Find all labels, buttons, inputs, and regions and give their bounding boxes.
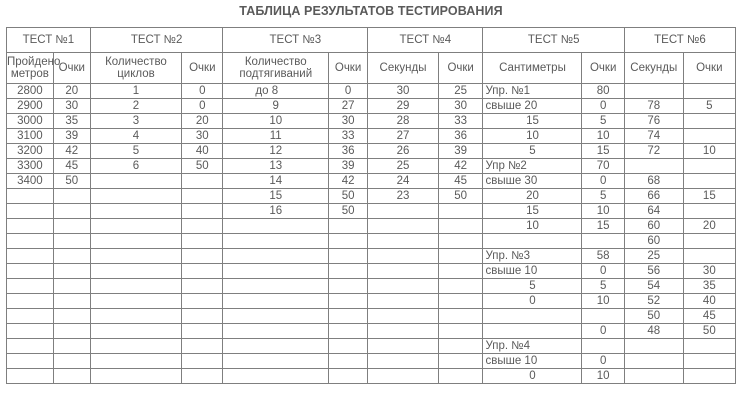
test-4-header: ТЕСТ №4 xyxy=(368,28,483,53)
table-cell xyxy=(182,219,223,234)
table-cell xyxy=(223,354,329,369)
table-cell xyxy=(90,339,181,354)
table-cell xyxy=(223,249,329,264)
table-cell: 3100 xyxy=(7,129,54,144)
table-row xyxy=(7,369,736,384)
table-cell xyxy=(90,174,181,189)
table-cell: свыше 10 xyxy=(483,354,582,369)
table-cell xyxy=(223,294,329,309)
table-cell xyxy=(624,354,683,369)
table-cell xyxy=(182,204,223,219)
table-cell xyxy=(90,309,181,324)
table-cell xyxy=(438,324,483,339)
table-cell: 50 xyxy=(438,189,483,204)
table-cell xyxy=(368,339,439,354)
table-cell xyxy=(90,279,181,294)
table-cell: 39 xyxy=(53,129,90,144)
table-cell: 5 xyxy=(582,114,624,129)
table-cell: 13 xyxy=(223,159,329,174)
table-cell xyxy=(368,279,439,294)
table-cell xyxy=(90,369,181,384)
table-cell: 64 xyxy=(624,204,683,219)
table-cell: 25 xyxy=(438,84,483,99)
test-3-header: ТЕСТ №3 xyxy=(223,28,368,53)
table-cell xyxy=(624,369,683,384)
table-cell: 30 xyxy=(438,99,483,114)
table-cell xyxy=(329,264,368,279)
table-cell: 0 xyxy=(582,324,624,339)
table-cell xyxy=(329,219,368,234)
table-cell xyxy=(90,294,181,309)
test-5-header: ТЕСТ №5 xyxy=(483,28,624,53)
table-row xyxy=(7,309,736,324)
table-cell: 33 xyxy=(329,129,368,144)
table-cell: 68 xyxy=(624,174,683,189)
table-cell: 70 xyxy=(582,159,624,174)
table-cell: 0 xyxy=(483,294,582,309)
table-cell xyxy=(438,219,483,234)
table-cell: 40 xyxy=(182,144,223,159)
table-cell: Упр. №3 xyxy=(483,249,582,264)
table-cell xyxy=(90,204,181,219)
table-cell: 12 xyxy=(223,144,329,159)
table-cell: Упр. №4 xyxy=(483,339,582,354)
table-cell xyxy=(53,324,90,339)
table-cell: 15 xyxy=(483,204,582,219)
table-cell xyxy=(368,249,439,264)
table-cell xyxy=(329,309,368,324)
table-cell xyxy=(223,369,329,384)
table-cell: 5 xyxy=(582,189,624,204)
table-cell: 10 xyxy=(483,219,582,234)
table-cell: 30 xyxy=(368,84,439,99)
table-cell xyxy=(90,219,181,234)
table-cell xyxy=(53,309,90,324)
table-cell: 5 xyxy=(582,279,624,294)
table-cell: 27 xyxy=(368,129,439,144)
column-header: Пройдено метров xyxy=(7,53,54,84)
table-cell: 0 xyxy=(329,84,368,99)
table-cell xyxy=(438,204,483,219)
table-cell: 36 xyxy=(329,144,368,159)
table-row xyxy=(7,189,736,204)
table-cell xyxy=(53,219,90,234)
table-row xyxy=(7,219,736,234)
table-cell: 50 xyxy=(182,159,223,174)
column-header: Очки xyxy=(438,53,483,84)
column-header: Секунды xyxy=(624,53,683,84)
table-cell xyxy=(483,324,582,339)
column-header-row xyxy=(7,53,736,84)
table-row xyxy=(7,114,736,129)
table-cell: 39 xyxy=(329,159,368,174)
table-cell: 48 xyxy=(624,324,683,339)
table-cell: 45 xyxy=(53,159,90,174)
table-cell: 50 xyxy=(624,309,683,324)
table-cell: 23 xyxy=(368,189,439,204)
table-cell xyxy=(683,159,735,174)
table-cell xyxy=(7,294,54,309)
table-cell: 30 xyxy=(182,129,223,144)
table-cell: 3000 xyxy=(7,114,54,129)
table-cell: 20 xyxy=(182,114,223,129)
table-cell xyxy=(329,339,368,354)
table-cell xyxy=(7,309,54,324)
table-cell: 45 xyxy=(438,174,483,189)
table-cell: свыше 30 xyxy=(483,174,582,189)
table-cell xyxy=(53,279,90,294)
table-cell xyxy=(182,309,223,324)
table-row xyxy=(7,354,736,369)
table-cell xyxy=(329,279,368,294)
table-cell: 28 xyxy=(368,114,439,129)
table-cell: 50 xyxy=(329,189,368,204)
table-cell: 76 xyxy=(624,114,683,129)
table-cell xyxy=(53,204,90,219)
column-header: Очки xyxy=(582,53,624,84)
table-cell xyxy=(329,249,368,264)
table-cell: 11 xyxy=(223,129,329,144)
table-row xyxy=(7,84,736,99)
table-cell xyxy=(182,264,223,279)
table-cell xyxy=(223,264,329,279)
table-cell: 5 xyxy=(90,144,181,159)
table-cell xyxy=(329,324,368,339)
table-cell: 33 xyxy=(438,114,483,129)
table-row xyxy=(7,159,736,174)
table-cell xyxy=(182,249,223,264)
table-cell xyxy=(90,234,181,249)
table-cell: 10 xyxy=(683,144,735,159)
table-cell: 15 xyxy=(582,219,624,234)
table-cell: 0 xyxy=(582,174,624,189)
table-cell: 15 xyxy=(582,144,624,159)
table-cell xyxy=(683,174,735,189)
table-cell xyxy=(624,84,683,99)
table-row xyxy=(7,279,736,294)
table-cell xyxy=(7,279,54,294)
table-cell xyxy=(53,264,90,279)
table-cell: 0 xyxy=(582,264,624,279)
results-table-body xyxy=(7,28,736,384)
table-row xyxy=(7,129,736,144)
table-cell xyxy=(7,369,54,384)
table-cell: 40 xyxy=(683,294,735,309)
table-cell: 78 xyxy=(624,99,683,114)
table-cell xyxy=(368,324,439,339)
table-cell: 5 xyxy=(683,99,735,114)
table-cell xyxy=(438,234,483,249)
table-cell xyxy=(182,339,223,354)
table-cell xyxy=(90,354,181,369)
table-cell: 2900 xyxy=(7,99,54,114)
table-row xyxy=(7,174,736,189)
column-header: Очки xyxy=(182,53,223,84)
table-cell xyxy=(438,339,483,354)
table-cell: 16 xyxy=(223,204,329,219)
table-cell: 60 xyxy=(624,234,683,249)
table-cell xyxy=(438,369,483,384)
table-cell: 1 xyxy=(90,84,181,99)
table-cell xyxy=(582,339,624,354)
table-cell: 26 xyxy=(368,144,439,159)
table-cell xyxy=(90,249,181,264)
table-cell xyxy=(223,279,329,294)
table-cell xyxy=(368,294,439,309)
table-cell xyxy=(90,324,181,339)
table-cell xyxy=(329,234,368,249)
table-cell: 35 xyxy=(53,114,90,129)
table-cell xyxy=(368,369,439,384)
table-cell xyxy=(182,324,223,339)
column-header: Очки xyxy=(329,53,368,84)
table-cell: 36 xyxy=(438,129,483,144)
table-cell: 42 xyxy=(329,174,368,189)
table-cell xyxy=(7,204,54,219)
test-2-header: ТЕСТ №2 xyxy=(90,28,223,53)
table-cell: 4 xyxy=(90,129,181,144)
table-row xyxy=(7,249,736,264)
table-cell: 25 xyxy=(368,159,439,174)
table-cell: 30 xyxy=(683,264,735,279)
table-cell: 15 xyxy=(483,114,582,129)
table-cell: 0 xyxy=(483,369,582,384)
table-cell xyxy=(223,234,329,249)
table-cell: 3400 xyxy=(7,174,54,189)
test-1-header: ТЕСТ №1 xyxy=(7,28,91,53)
table-cell xyxy=(7,249,54,264)
table-cell: 6 xyxy=(90,159,181,174)
table-cell xyxy=(53,189,90,204)
table-cell xyxy=(7,339,54,354)
table-cell: 10 xyxy=(582,369,624,384)
table-cell: 3300 xyxy=(7,159,54,174)
column-header: Секунды xyxy=(368,53,439,84)
table-cell xyxy=(53,249,90,264)
table-row xyxy=(7,234,736,249)
table-cell: 0 xyxy=(182,99,223,114)
table-cell xyxy=(7,264,54,279)
table-cell: 3200 xyxy=(7,144,54,159)
table-cell xyxy=(683,369,735,384)
results-table-container xyxy=(6,27,736,384)
table-cell xyxy=(683,114,735,129)
table-cell xyxy=(223,324,329,339)
table-cell: 24 xyxy=(368,174,439,189)
table-cell: 60 xyxy=(624,219,683,234)
table-cell xyxy=(368,309,439,324)
table-cell: 10 xyxy=(582,129,624,144)
table-cell: 14 xyxy=(223,174,329,189)
table-cell: 5 xyxy=(483,144,582,159)
table-cell xyxy=(683,354,735,369)
table-cell xyxy=(182,174,223,189)
table-cell xyxy=(683,234,735,249)
table-cell xyxy=(438,279,483,294)
table-cell xyxy=(582,234,624,249)
table-cell: 52 xyxy=(624,294,683,309)
table-cell xyxy=(53,234,90,249)
table-cell xyxy=(438,309,483,324)
table-cell: 10 xyxy=(582,294,624,309)
table-cell xyxy=(683,339,735,354)
table-cell xyxy=(182,189,223,204)
table-cell xyxy=(7,354,54,369)
column-header: Количество циклов xyxy=(90,53,181,84)
table-cell: 9 xyxy=(223,99,329,114)
table-cell xyxy=(182,234,223,249)
table-cell: 54 xyxy=(624,279,683,294)
table-cell: 30 xyxy=(53,99,90,114)
table-cell: 27 xyxy=(329,99,368,114)
table-cell xyxy=(223,339,329,354)
table-row xyxy=(7,324,736,339)
table-row xyxy=(7,339,736,354)
table-cell: 80 xyxy=(582,84,624,99)
column-header: Количество подтягиваний xyxy=(223,53,329,84)
table-cell xyxy=(223,219,329,234)
table-cell xyxy=(683,204,735,219)
table-cell: 0 xyxy=(182,84,223,99)
table-cell xyxy=(182,294,223,309)
table-cell: свыше 20 xyxy=(483,99,582,114)
table-cell xyxy=(182,369,223,384)
table-cell xyxy=(7,234,54,249)
table-cell xyxy=(683,129,735,144)
table-cell: до 8 xyxy=(223,84,329,99)
table-cell: 45 xyxy=(683,309,735,324)
table-row xyxy=(7,294,736,309)
table-cell xyxy=(7,189,54,204)
table-cell xyxy=(223,309,329,324)
table-cell: 42 xyxy=(438,159,483,174)
table-cell xyxy=(329,294,368,309)
table-cell xyxy=(329,369,368,384)
table-row xyxy=(7,264,736,279)
table-cell: 58 xyxy=(582,249,624,264)
table-cell: 66 xyxy=(624,189,683,204)
table-cell xyxy=(90,264,181,279)
table-cell: 10 xyxy=(223,114,329,129)
table-cell: 25 xyxy=(624,249,683,264)
table-cell xyxy=(582,309,624,324)
table-cell: 50 xyxy=(329,204,368,219)
page-title: ТАБЛИЦА РЕЗУЛЬТАТОВ ТЕСТИРОВАНИЯ xyxy=(239,4,503,18)
table-cell xyxy=(438,294,483,309)
table-cell: 20 xyxy=(53,84,90,99)
table-cell: 29 xyxy=(368,99,439,114)
table-cell: 3 xyxy=(90,114,181,129)
table-cell: свыше 10 xyxy=(483,264,582,279)
table-cell: 35 xyxy=(683,279,735,294)
table-cell xyxy=(329,354,368,369)
table-cell xyxy=(683,249,735,264)
table-cell: Упр №2 xyxy=(483,159,582,174)
table-cell xyxy=(438,354,483,369)
column-header: Очки xyxy=(53,53,90,84)
table-cell: 74 xyxy=(624,129,683,144)
table-cell xyxy=(368,264,439,279)
table-cell xyxy=(483,234,582,249)
table-cell xyxy=(53,369,90,384)
table-cell xyxy=(438,249,483,264)
table-cell: 50 xyxy=(683,324,735,339)
table-cell xyxy=(182,279,223,294)
table-cell xyxy=(483,309,582,324)
table-cell: 5 xyxy=(483,279,582,294)
table-cell: 15 xyxy=(683,189,735,204)
table-cell xyxy=(7,324,54,339)
table-cell xyxy=(182,354,223,369)
test-header-row xyxy=(7,28,736,53)
table-cell: 50 xyxy=(53,174,90,189)
table-cell: 72 xyxy=(624,144,683,159)
table-cell: 0 xyxy=(582,99,624,114)
table-cell xyxy=(624,159,683,174)
table-cell xyxy=(368,234,439,249)
table-cell: 30 xyxy=(329,114,368,129)
test-6-header: ТЕСТ №6 xyxy=(624,28,735,53)
table-cell xyxy=(53,354,90,369)
table-cell: 42 xyxy=(53,144,90,159)
table-cell: 15 xyxy=(223,189,329,204)
table-cell: 10 xyxy=(582,204,624,219)
table-cell: 2 xyxy=(90,99,181,114)
table-cell: 56 xyxy=(624,264,683,279)
table-cell xyxy=(7,219,54,234)
table-cell: 2800 xyxy=(7,84,54,99)
table-cell: 20 xyxy=(683,219,735,234)
table-cell xyxy=(624,339,683,354)
table-cell xyxy=(53,339,90,354)
table-cell xyxy=(368,204,439,219)
table-cell: 39 xyxy=(438,144,483,159)
table-cell xyxy=(368,219,439,234)
table-cell xyxy=(53,294,90,309)
table-cell: 20 xyxy=(483,189,582,204)
table-cell xyxy=(683,84,735,99)
results-table xyxy=(6,27,736,384)
table-cell: Упр. №1 xyxy=(483,84,582,99)
column-header: Очки xyxy=(683,53,735,84)
table-row xyxy=(7,144,736,159)
table-cell: 0 xyxy=(582,354,624,369)
table-cell xyxy=(368,354,439,369)
table-cell: 10 xyxy=(483,129,582,144)
table-cell xyxy=(90,189,181,204)
table-row xyxy=(7,99,736,114)
table-cell xyxy=(438,264,483,279)
table-row xyxy=(7,204,736,219)
column-header: Сантиметры xyxy=(483,53,582,84)
